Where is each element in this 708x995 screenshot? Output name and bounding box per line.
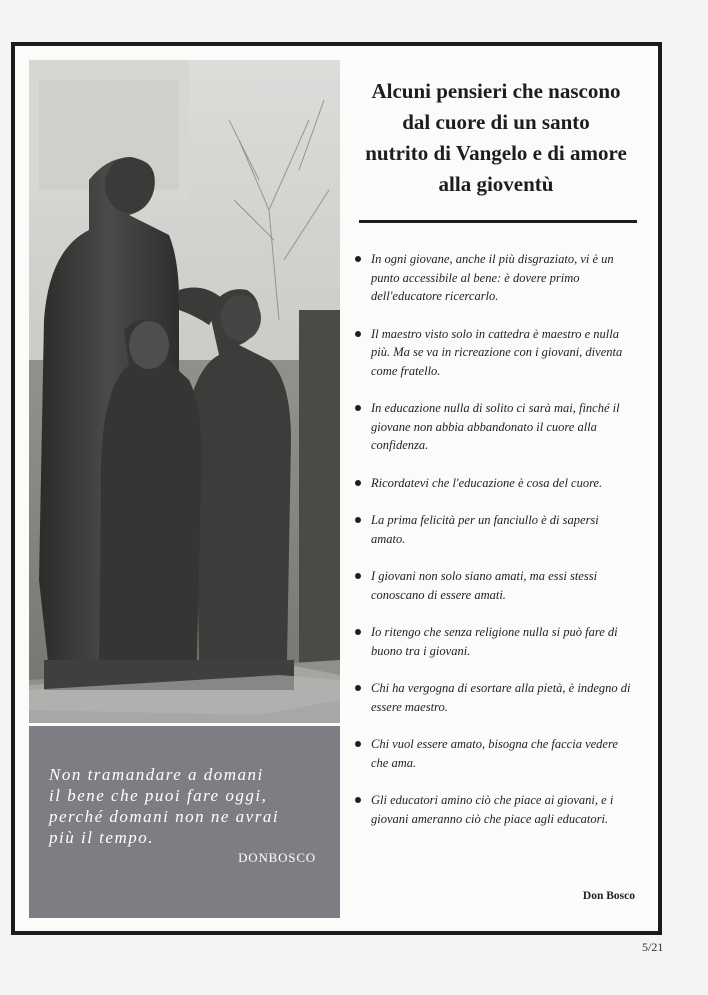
thought-text: Ricordatevi che l'educazione è cosa del cuore. [371,475,603,490]
list-item [345,623,647,660]
caption-box [29,726,340,918]
list-item [345,791,647,828]
thought-text: Chi ha vergogna di esortare alla pietà, è indegno di essere maestro. [371,681,631,714]
thought-text: La prima felicità per un fanciullo è di sapersi amato. [371,513,599,546]
list-item [345,735,647,772]
thoughts-column [345,60,647,918]
thought-text: Il maestro visto solo in cattedra è maestro e nulla più. Ma se va in ricreazione con i giovani, diventa come fratello. [371,326,623,378]
bullet-icon [355,480,361,486]
list-item [345,567,647,604]
bullet-icon [355,797,361,803]
thought-text: In ogni giovane, anche il più disgraziato, vi è un punto accessibile al bene: è dovere primo dell'educatore ricercarlo. [371,252,614,303]
bullet-icon [355,331,361,337]
caption-quote: Non tramandare a domani il bene che puoi fare oggi, perché domani non ne avrai più il tempo. [49,765,280,847]
thought-text: I giovani non solo siano amati, ma essi stessi conoscano di essere amati. [371,569,598,602]
bullet-icon [355,685,361,691]
list-item [345,511,647,548]
list-item [345,325,647,381]
thought-text: In educazione nulla di solito ci sarà mai, finché il giovane non abbia abbandonato il cuore alla confidenza. [371,401,620,452]
bullet-icon [355,256,361,262]
signature: Don Bosco [582,890,635,902]
title-divider [359,220,637,223]
list-item [345,399,647,455]
list-item [345,250,647,306]
poster-frame [11,42,662,935]
bullet-icon [355,741,361,747]
thought-text: Io ritengo che senza religione nulla si può fare di buono tra i giovani. [371,625,618,658]
page-number: 5/21 [642,940,664,954]
bullet-icon [355,517,361,523]
list-item [345,474,647,493]
page-title: Alcuni pensieri che nascono dal cuore di un santo nutrito di Vangelo e di amore alla gioventù [365,79,627,196]
bullet-icon [355,629,361,635]
bullet-icon [355,405,361,411]
thought-text: Gli educatori amino ciò che piace ai giovani, e i giovani ameranno ciò che piace agli educatori. [371,793,614,826]
statue-photo [29,60,340,723]
bullet-icon [355,573,361,579]
list-item [345,679,647,716]
thoughts-list [345,250,647,847]
thought-text: Chi vuol essere amato, bisogna che faccia vedere che ama. [371,737,618,770]
caption-author: DONBOSCO [238,850,316,865]
